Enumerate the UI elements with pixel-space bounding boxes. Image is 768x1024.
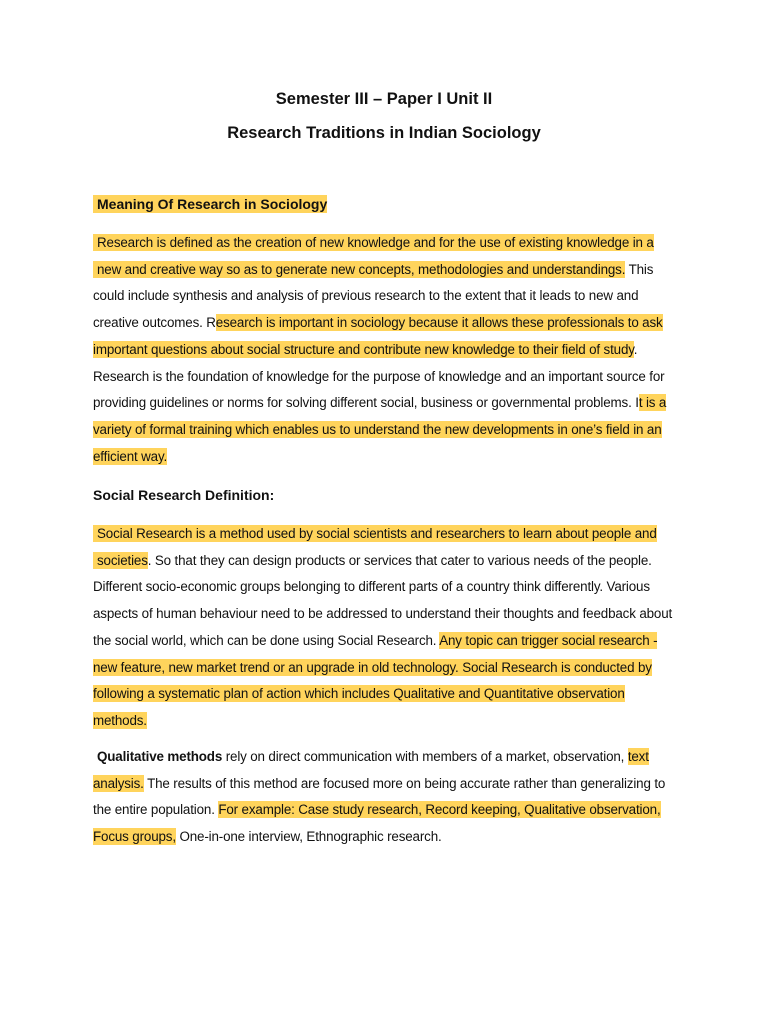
paragraph-text: rely on direct communication with members of a market, observation, [222, 749, 628, 764]
document-title-line2: Research Traditions in Indian Sociology [227, 124, 541, 142]
highlighted-text: Research is defined as the creation of new knowledge and for the use of existing knowledge in a new and creative way so as to generate new concepts, methodologies and understandings. [93, 234, 654, 278]
highlighted-heading: Meaning Of Research in Sociology [93, 195, 327, 213]
document-title-line1: Semester III – Paper I Unit II [275, 90, 493, 108]
paragraph-text: One-in-one interview, Ethnographic research. [175, 829, 442, 845]
highlighted-text: Any topic can trigger social research - new feature, new market trend or an upgrade in old technology. Social Research is conducted by following a systematic plan of action which includes Qualitative and Quantitative observation methods. [93, 632, 658, 728]
paragraph-text: This could include synthesis and analysis of previous research to the extent that it leads to new and creative outcomes. R [93, 261, 654, 331]
paragraph-text: . So that they can design products or services that cater to various needs of the people. Different socio-economic groups belonging to different parts of a country think differently. Various aspects of human behaviour need to be addressed to understand their thoughts and feedback about the social world, which can be done using Social Research. [93, 552, 673, 648]
highlighted-text: esearch is important in sociology because it allows these professionals to ask important questions about social structure and contribute new knowledge to their field of study [93, 315, 663, 357]
paragraph-text: The results of this method are focused more on being accurate rather than generalizing to the entire population. [93, 775, 666, 818]
section-heading-social-research-definition: Social Research Definition: [93, 487, 275, 503]
paragraph-text: . Research is the foundation of knowledge for the purpose of knowledge and an important source for providing guidelines or norms for solving different social, business or governmental problems. I [93, 341, 665, 411]
highlighted-text: Social Research is a method used by social scientists and researchers to learn about people and societies [93, 525, 657, 569]
paragraph-qualitative-methods [93, 744, 677, 851]
highlighted-text: text analysis. [93, 749, 649, 791]
highlighted-text: t is a variety of formal training which enables us to understand the new developments in one’s field in an efficient way. [93, 395, 667, 464]
paragraph-meaning-of-research [93, 230, 677, 470]
paragraph-social-research-definition [93, 521, 677, 735]
highlighted-text: For example: Case study research, Record keeping, Qualitative observation, Focus groups, [93, 802, 661, 845]
bold-term: Qualitative methods [97, 749, 223, 764]
section-heading-meaning [93, 192, 327, 216]
